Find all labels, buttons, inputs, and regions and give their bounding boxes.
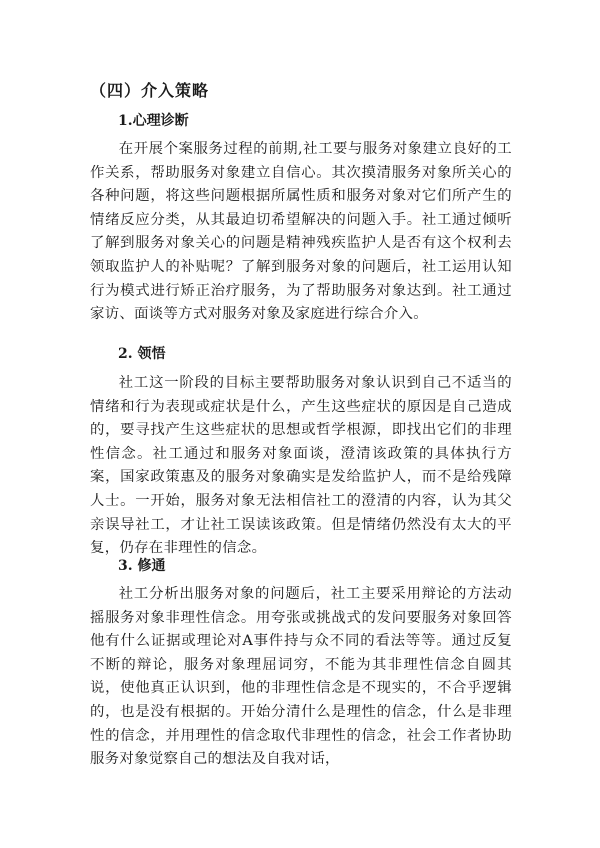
subsection-heading-working-through: 3. 修通 — [118, 558, 166, 574]
paragraph-working-through: 社工分析出服务对象的问题后，社工主要采用辩论的方法动摇服务对象非理性信念。用夸张或挑战式的发问要服务对象回答他有什么证据或理论对A事件持与众不同的看法等等。通过反复不断的辩论，服务对象理屈词穷，不能为其非理性信念自圆其说，使他真正认识到，他的非理性信念是不现实的，不合乎逻辑的，也是没有根据的。开始分清什么是理性的信念，什么是非理性的信念，并用理性的信念取代非理性的信念，社会工作者协助服务对象觉察自己的想法及自我对话， — [90, 586, 512, 768]
paragraph-diagnosis: 在开展个案服务过程的前期,社工要与服务对象建立良好的工作关系，帮助服务对象建立自信心。其次摸清服务对象所关心的各种问题，将这些问题根据所属性质和服务对象对它们所产生的情绪反应分类，从其最迫切希望解决的问题入手。社工通过倾听了解到服务对象关心的问题是精神残疾监护人是否有这个权利去领取监护人的补贴呢？了解到服务对象的问题后，社工运用认知行为模式进行矫正治疗服务，为了帮助服务对象达到。社工通过家访、面谈等方式对服务对象及家庭进行综合介入。 — [90, 141, 512, 323]
section-heading: （四）介入策略 — [90, 81, 210, 100]
subsection-heading-insight: 2. 领悟 — [118, 346, 166, 362]
paragraph-insight: 社工这一阶段的目标主要帮助服务对象认识到自己不适当的情绪和行为表现或症状是什么，产生这些症状的原因是自己造成的，要寻找产生这些症状的思想或哲学根源，即找出它们的非理性信念。社工通过和服务对象面谈，澄清该政策的具体执行方案，国家政策惠及的服务对象确实是发给监护人，而不是给残障人士。一开始，服务对象无法相信社工的澄清的内容，认为其父亲误导社工，才让社工误读该政策。但是情绪仍然没有太大的平复，仍存在非理性的信念。 — [90, 375, 512, 557]
subsection-heading-diagnosis: 1.心理诊断 — [118, 113, 189, 129]
